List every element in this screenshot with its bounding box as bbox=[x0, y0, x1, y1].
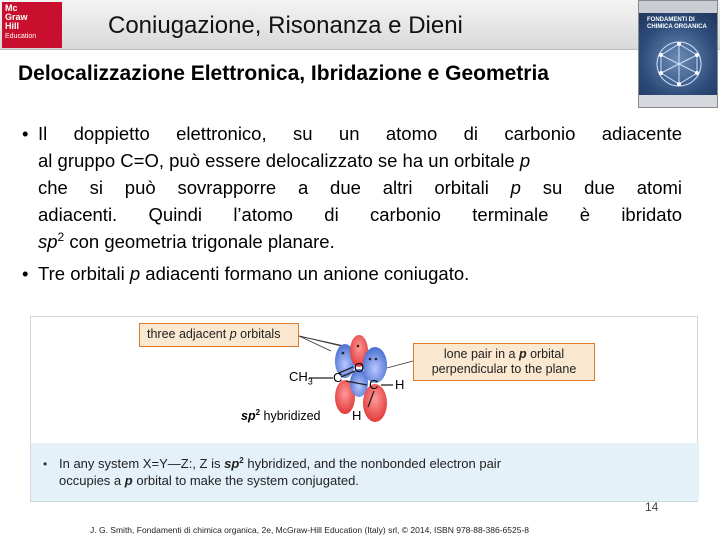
atom-oxygen: O bbox=[354, 360, 365, 375]
logo-text: Education bbox=[5, 33, 37, 40]
book-cover-title: FONDAMENTI DI CHIMICA ORGANICA bbox=[647, 17, 707, 30]
textbook-figure bbox=[30, 316, 698, 502]
figure-note-text: In any system X=Y—Z:, Z is $sp^2$ hybridized, and the nonbonded electron pair occupies a p orbital to make the system conjugated. bbox=[59, 456, 502, 488]
slide-subtitle: Delocalizzazione Elettronica, Ibridazione e Geometria bbox=[18, 62, 549, 85]
label-three-orbitals: three adjacent p orbitals bbox=[139, 323, 299, 347]
logo-text: Mc bbox=[5, 3, 18, 13]
atom-carbon: C bbox=[333, 370, 343, 385]
orbital-diagram bbox=[31, 317, 699, 447]
atom-hydrogen: H bbox=[352, 408, 362, 423]
atom-ch3: $CH_3$ bbox=[289, 369, 313, 387]
book-cover-image bbox=[638, 0, 718, 108]
header-band bbox=[0, 0, 720, 50]
figure-note: • In any system X=Y—Z:, Z is $sp^2$ hybridized, and the nonbonded electron pair occupies a p orbital to make the system conjugated. bbox=[31, 443, 699, 501]
publisher-logo bbox=[2, 2, 62, 48]
page-number: 14 bbox=[645, 500, 659, 514]
bullet-item: • Il doppietto elettronico, su un atomo di carbonio adiacente al gruppo C=O, può essere delocalizzato se ha un orbitale p che si può sovrapporre a due altri orbitali p su due atomi adiacenti. Quindi l’atomo di carbonio terminale è ibridato $sp^2$ con geometria trigonale planare. bbox=[22, 123, 683, 252]
molecule-illustration bbox=[649, 35, 709, 93]
footer-citation: J. G. Smith, Fondamenti di chimica organica, 2e, McGraw-Hill Education (Italy) srl, © 2014, ISBN 978-88-386-6525-8 bbox=[90, 525, 530, 535]
label-hybridized: $sp^2$ hybridized bbox=[241, 408, 321, 423]
atom-carbon: C bbox=[369, 377, 379, 392]
label-lone-pair: lone pair in a p orbital perpendicular to the plane bbox=[413, 343, 595, 381]
logo-text: Graw bbox=[5, 12, 28, 22]
logo-text: Hill bbox=[5, 21, 20, 31]
atom-hydrogen: H bbox=[395, 377, 405, 392]
slide-header-title: Coniugazione, Risonanza e Dieni bbox=[108, 12, 463, 39]
bullet-item: • Tre orbitali p adiacenti formano un anione coniugato. bbox=[22, 263, 470, 284]
